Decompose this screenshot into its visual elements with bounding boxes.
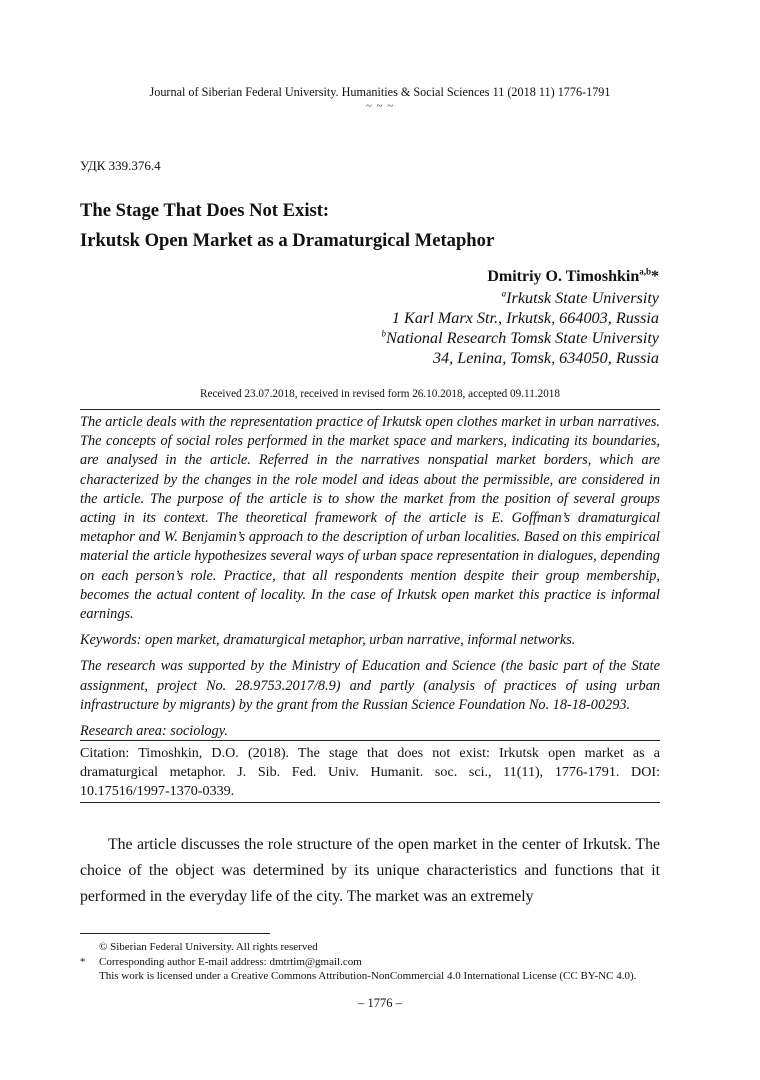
body-text bbox=[80, 832, 660, 910]
body-paragraph: The article discusses the role structure of the open market in the center of Irkutsk. The choice of the object was determined by its unique characteristics and functions that it performed in the everyday life of the city. The market was an extremely bbox=[80, 836, 660, 905]
footnote-star: * bbox=[80, 955, 86, 968]
author-name: Dmitriy O. Timoshkin bbox=[487, 268, 640, 285]
affil-mark-a: a bbox=[501, 288, 507, 299]
keywords: Keywords: open market, dramaturgical metaphor, urban narrative, informal networks. bbox=[80, 632, 576, 649]
title-line-1: The Stage That Does Not Exist: bbox=[80, 200, 330, 221]
citation: Citation: Timoshkin, D.O. (2018). The stage that does not exist: Irkutsk open market as a dramaturgical metaphor. J. Sib. Fed. Univ. Humanit. soc. sci., 11(11), 1776-1791. DOI: 10.17516/1997-1370-0339. bbox=[80, 745, 660, 799]
footnotes bbox=[80, 940, 680, 984]
affiliation-a-address: 1 Karl Marx Str., Irkutsk, 664003, Russia bbox=[391, 309, 659, 327]
udk-code: УДК 339.376.4 bbox=[80, 158, 161, 173]
header-separator: ~ ~ ~ bbox=[365, 100, 395, 112]
footnote-copyright: © Siberian Federal University. All rights reserved bbox=[99, 941, 318, 953]
affiliation-b-address: 34, Lenina, Tomsk, 634050, Russia bbox=[432, 349, 659, 367]
affil-mark-b: b bbox=[381, 328, 386, 339]
citation-top-rule bbox=[80, 740, 660, 741]
page-number: – 1776 – bbox=[358, 996, 402, 1010]
abstract-top-rule bbox=[80, 409, 660, 410]
citation-bottom-rule bbox=[80, 802, 660, 803]
received-dates: Received 23.07.2018, received in revised form 26.10.2018, accepted 09.11.2018 bbox=[200, 388, 560, 400]
journal-header: Journal of Siberian Federal University. Humanities & Social Sciences 11 (2018 11) 1776-1791 bbox=[149, 85, 611, 99]
abstract-block bbox=[80, 413, 660, 741]
article-title bbox=[80, 196, 494, 256]
author-asterisk: * bbox=[651, 268, 659, 285]
author-block bbox=[381, 266, 659, 368]
abstract-text: The article deals with the representation practice of Irkutsk open clothes market in urban narratives. The concepts of social roles performed in the market space and markers, indicating its boundaries, are analysed in the article. Referred in the narratives nonspatial market borders, which are characterized by the changes in the role model and ideas about the permissible, are considered in the article. The purpose of the article is to show the market from the position of several groups acting in its context. The theoretical framework of the article is E. Goffman’s dramaturgical metaphor and W. Benjamin’s approach to the description of urban localities. Based on this empirical material the article hypothesizes several ways of urban space representation in dialogues, depending on each person’s role. Practice, that all respondents mention despite their group membership, becomes the actual content of locality. In the case of Irkutsk open market this practice is informal earnings. bbox=[80, 414, 660, 623]
affiliation-b-name: $^b$National Research Tomsk State University bbox=[381, 328, 659, 347]
affiliation-a-name: $^a$Irkutsk State University bbox=[501, 288, 659, 307]
footnote-corresponding: * Corresponding author E-mail address: dmtrtim@gmail.com bbox=[80, 955, 362, 968]
funding-note: The research was supported by the Ministry of Education and Science (the basic part of the State assignment, project No. 28.9753.2017/8.9) and partly (analysis of practices of using urban infrastructure by migrants) by the grant from the Russian Science Foundation No. 18-18-00293. bbox=[80, 658, 660, 713]
author-affil-marks: a,b bbox=[639, 266, 651, 277]
research-area: Research area: sociology. bbox=[80, 723, 228, 740]
footnote-license: This work is licensed under a Creative Commons Attribution-NonCommercial 4.0 International License (CC BY-NC 4.0). bbox=[99, 970, 637, 982]
author-name-line bbox=[381, 266, 659, 288]
footnote-rule bbox=[80, 933, 270, 934]
title-line-2: Irkutsk Open Market as a Dramaturgical Metaphor bbox=[80, 230, 495, 251]
